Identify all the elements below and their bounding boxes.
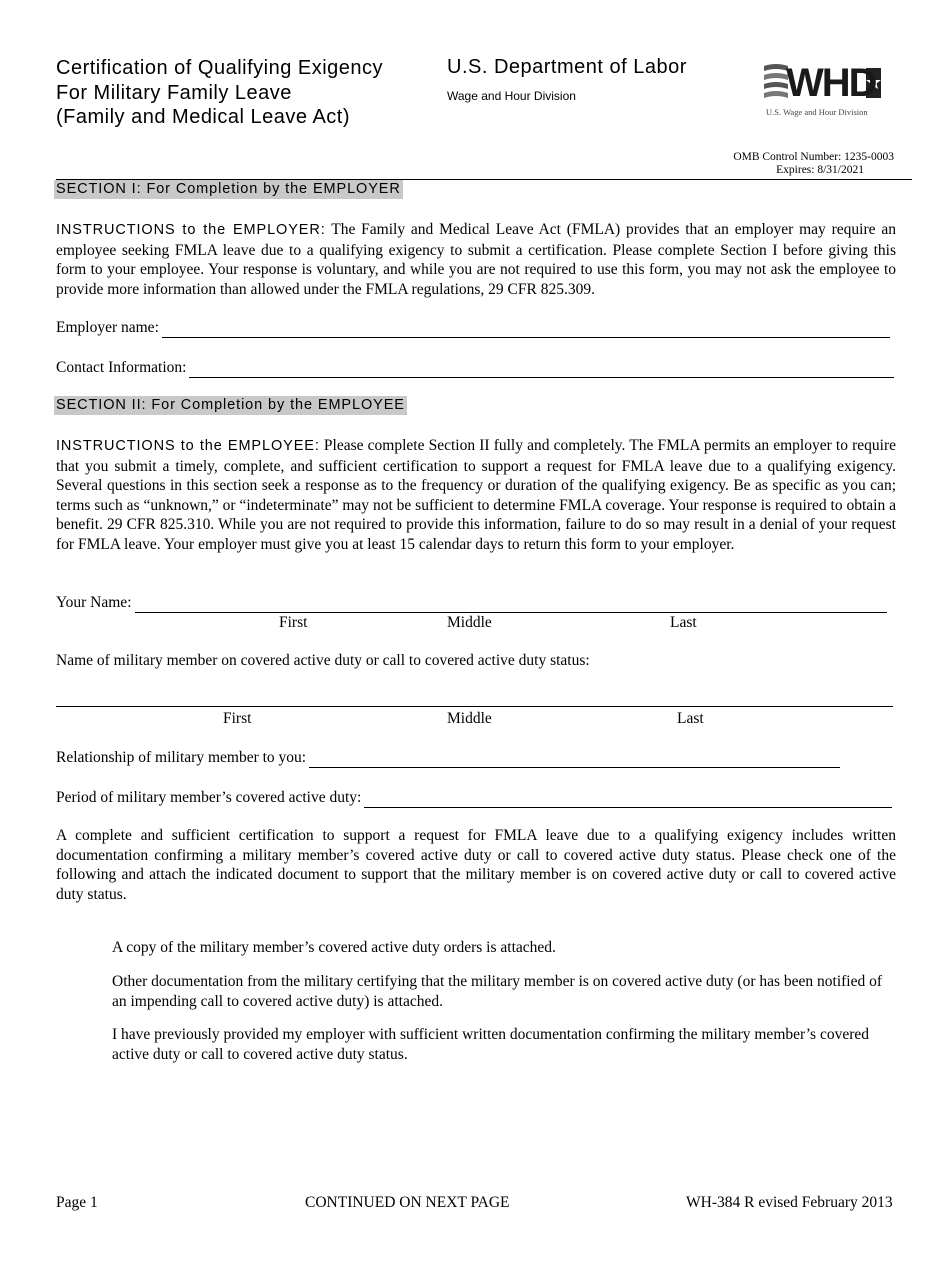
your-name-input[interactable] [135, 598, 888, 613]
employer-name-field[interactable] [56, 318, 890, 338]
whd-logo [764, 60, 884, 124]
section-2-instructions-text: Please complete Section II fully and completely. The FMLA permits an employer to require that you submit a timely, complete, and sufficient certification to support a request for FMLA leave due to a qualifying exigency. Several questions in this section seek a response as to the frequency or duration of the qualifying exigency. Be as specific as you can; terms such as “unknown,” or “indeterminate” may not be sufficient to determine FMLA coverage. Your response is required to obtain a benefit. 29 CFR 825.310. While you are not required to provide this information, failure to do so may result in a denial of your request for FMLA leave. Your employer must give you at least 15 calendar days to return this form to your employer. [56, 437, 896, 553]
omb-expires: Expires: 8/31/2021 [776, 164, 864, 176]
relationship-field[interactable] [56, 748, 840, 768]
division-name: Wage and Hour Division [447, 89, 576, 103]
section-1-heading: SECTION I: For Completion by the EMPLOYER [56, 181, 401, 197]
logo-text: WHD [786, 61, 876, 105]
military-first-caption: First [223, 710, 252, 727]
employer-name-label: Employer name: [56, 319, 159, 336]
contact-info-field[interactable] [56, 358, 894, 378]
form-title-line-1: Certification of Qualifying Exigency [56, 57, 384, 79]
omb-control-number: OMB Control Number: 1235-0003 [733, 151, 894, 163]
contact-info-label: Contact Information: [56, 359, 187, 376]
relationship-input[interactable] [309, 753, 840, 768]
military-last-caption: Last [677, 710, 704, 727]
section-2-instructions [56, 436, 896, 555]
military-member-label: Name of military member on covered active duty or call to covered active duty status: [56, 652, 590, 669]
section-1-instructions-text: The Family and Medical Leave Act (FMLA) provides that an employer may require an employee seeking FMLA leave due to a qualifying exigency to submit a certification. Please complete Section I before giving this form to your employee. Your response is voluntary, and while you are not required to use this form, you may not ask the employee to provide more information than allowed under the FMLA regulations, 29 CFR 825.309. [56, 221, 896, 298]
your-name-middle-caption: Middle [447, 614, 492, 631]
relationship-label: Relationship of military member to you: [56, 749, 307, 766]
period-label: Period of military member’s covered active duty: [56, 789, 362, 806]
military-middle-caption: Middle [447, 710, 492, 727]
option-previously-provided[interactable]: I have previously provided my employer with sufficient written documentation confirming the military member’s covered active duty or call to covered active duty status. [112, 1026, 870, 1063]
your-name-field[interactable] [56, 593, 887, 613]
form-title-line-3: (Family and Medical Leave Act) [56, 106, 351, 128]
employer-name-input[interactable] [162, 323, 890, 338]
section-1-instructions-lead: INSTRUCTIONS to the EMPLOYER: [56, 222, 326, 238]
section-2-heading: SECTION II: For Completion by the EMPLOYEE [56, 397, 405, 413]
form-revision: WH-384 R evised February 2013 [686, 1194, 893, 1211]
department-name: U.S. Department of Labor [447, 56, 687, 78]
section-1-instructions [56, 220, 896, 299]
your-name-first-caption: First [279, 614, 308, 631]
option-other-documentation[interactable]: Other documentation from the military certifying that the military member is on covered active duty (or has been notified of an impending call to covered active duty) is attached. [112, 973, 883, 1010]
form-title [56, 56, 383, 130]
certification-text: A complete and sufficient certification to support a request for FMLA leave due to a qualifying exigency includes written documentation confirming a military member’s covered active duty or call to covered active duty status. Please check one of the following and attach the indicated document to support that the military member is on covered active duty or call to covered active duty status. [56, 827, 896, 903]
your-name-last-caption: Last [670, 614, 697, 631]
continued-notice: CONTINUED ON NEXT PAGE [305, 1194, 510, 1211]
option-orders-attached[interactable]: A copy of the military member’s covered active duty orders is attached. [112, 939, 556, 956]
period-field[interactable] [56, 788, 892, 808]
form-title-line-2: For Military Family Leave [56, 81, 292, 104]
page-number: Page 1 [56, 1194, 98, 1211]
section-2-instructions-lead: INSTRUCTIONS to the EMPLOYEE: [56, 438, 320, 454]
military-member-name-input[interactable] [56, 706, 893, 707]
logo-caption: U.S. Wage and Hour Division [766, 107, 868, 117]
contact-info-input[interactable] [189, 363, 894, 378]
omb-info [700, 151, 894, 177]
period-input[interactable] [364, 793, 892, 808]
your-name-label: Your Name: [56, 594, 132, 611]
